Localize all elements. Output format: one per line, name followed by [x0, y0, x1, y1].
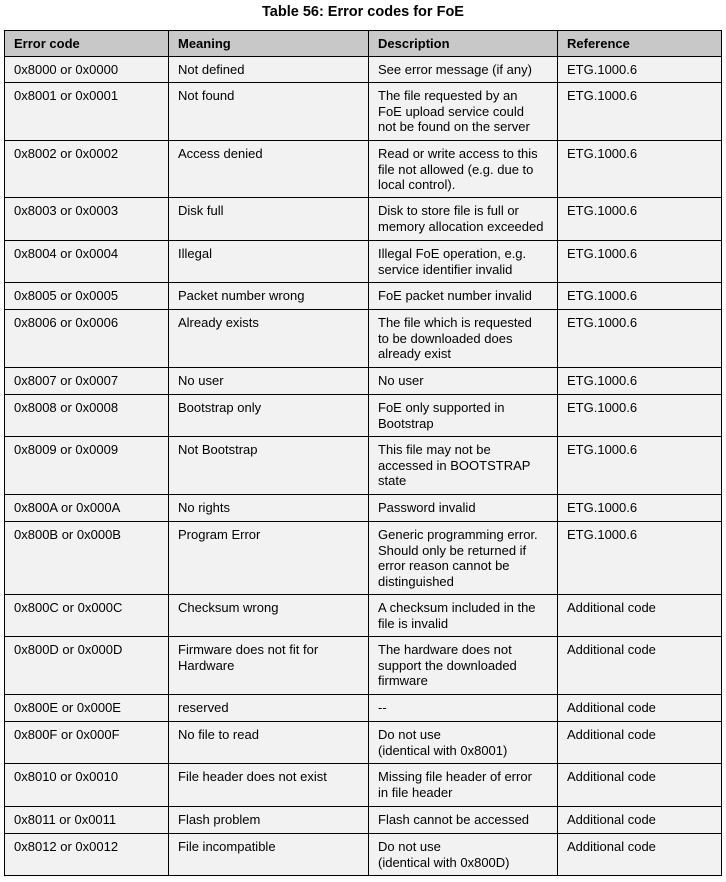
cell-meaning: Illegal	[169, 241, 369, 283]
table-row	[5, 310, 722, 368]
table-row	[5, 522, 722, 595]
cell-meaning: Bootstrap only	[169, 395, 369, 437]
table-body	[5, 57, 722, 876]
cell-error-code: 0x800E or 0x000E	[5, 695, 169, 722]
cell-error-code: 0x8000 or 0x0000	[5, 57, 169, 83]
cell-description: Do not use (identical with 0x8001)	[369, 722, 558, 764]
cell-meaning: Flash problem	[169, 807, 369, 834]
cell-reference: Additional code	[558, 722, 722, 764]
cell-description: This file may not be accessed in BOOTSTRAP state	[369, 437, 558, 495]
cell-error-code: 0x8003 or 0x0003	[5, 198, 169, 241]
cell-error-code: 0x8005 or 0x0005	[5, 283, 169, 310]
table-row	[5, 283, 722, 310]
table-row	[5, 495, 722, 522]
cell-error-code: 0x8002 or 0x0002	[5, 141, 169, 198]
cell-reference: Additional code	[558, 637, 722, 695]
cell-reference: Additional code	[558, 695, 722, 722]
cell-description: Disk to store file is full or memory allocation exceeded	[369, 198, 558, 241]
table-row	[5, 57, 722, 83]
cell-description: The file requested by an FoE upload service could not be found on the server	[369, 83, 558, 141]
cell-meaning: Access denied	[169, 141, 369, 198]
cell-reference: ETG.1000.6	[558, 283, 722, 310]
cell-reference: Additional code	[558, 764, 722, 807]
cell-description: Generic programming error. Should only be returned if error reason cannot be distinguished	[369, 522, 558, 595]
table-row	[5, 141, 722, 198]
cell-description: Read or write access to this file not allowed (e.g. due to local control).	[369, 141, 558, 198]
cell-description: The file which is requested to be downloaded does already exist	[369, 310, 558, 368]
cell-meaning: Not Bootstrap	[169, 437, 369, 495]
cell-meaning: No user	[169, 368, 369, 395]
cell-meaning: No file to read	[169, 722, 369, 764]
cell-error-code: 0x8010 or 0x0010	[5, 764, 169, 807]
cell-meaning: File incompatible	[169, 834, 369, 876]
cell-meaning: reserved	[169, 695, 369, 722]
table-row	[5, 637, 722, 695]
cell-reference: ETG.1000.6	[558, 368, 722, 395]
table-row	[5, 368, 722, 395]
table-row	[5, 83, 722, 141]
cell-meaning: Not found	[169, 83, 369, 141]
table-row	[5, 241, 722, 283]
error-codes-table	[4, 30, 722, 876]
cell-meaning: Packet number wrong	[169, 283, 369, 310]
cell-description: Flash cannot be accessed	[369, 807, 558, 834]
cell-meaning: Program Error	[169, 522, 369, 595]
cell-reference: ETG.1000.6	[558, 198, 722, 241]
table-caption: Table 56: Error codes for FoE	[262, 4, 464, 20]
cell-meaning: No rights	[169, 495, 369, 522]
table-row	[5, 437, 722, 495]
cell-description: The hardware does not support the downloaded firmware	[369, 637, 558, 695]
table-row	[5, 834, 722, 876]
cell-meaning: Already exists	[169, 310, 369, 368]
table-row	[5, 395, 722, 437]
cell-reference: ETG.1000.6	[558, 241, 722, 283]
cell-error-code: 0x8006 or 0x0006	[5, 310, 169, 368]
cell-description: FoE packet number invalid	[369, 283, 558, 310]
cell-error-code: 0x8011 or 0x0011	[5, 807, 169, 834]
cell-error-code: 0x8008 or 0x0008	[5, 395, 169, 437]
table-row	[5, 198, 722, 241]
cell-description: Missing file header of error in file header	[369, 764, 558, 807]
table-row	[5, 595, 722, 637]
cell-description: See error message (if any)	[369, 57, 558, 83]
cell-reference: Additional code	[558, 834, 722, 876]
cell-reference: ETG.1000.6	[558, 495, 722, 522]
cell-meaning: Checksum wrong	[169, 595, 369, 637]
cell-description: Do not use (identical with 0x800D)	[369, 834, 558, 876]
cell-reference: Additional code	[558, 807, 722, 834]
table-row	[5, 764, 722, 807]
cell-description: FoE only supported in Bootstrap	[369, 395, 558, 437]
cell-error-code: 0x800D or 0x000D	[5, 637, 169, 695]
header-meaning: Meaning	[169, 31, 369, 57]
cell-reference: ETG.1000.6	[558, 57, 722, 83]
header-reference: Reference	[558, 31, 722, 57]
cell-error-code: 0x800F or 0x000F	[5, 722, 169, 764]
cell-reference: ETG.1000.6	[558, 83, 722, 141]
cell-meaning: Disk full	[169, 198, 369, 241]
cell-error-code: 0x8004 or 0x0004	[5, 241, 169, 283]
cell-error-code: 0x800C or 0x000C	[5, 595, 169, 637]
cell-reference: ETG.1000.6	[558, 395, 722, 437]
cell-error-code: 0x8001 or 0x0001	[5, 83, 169, 141]
cell-description: No user	[369, 368, 558, 395]
table-row	[5, 807, 722, 834]
header-error-code: Error code	[5, 31, 169, 57]
cell-meaning: Not defined	[169, 57, 369, 83]
header-row	[5, 31, 722, 57]
cell-reference: ETG.1000.6	[558, 522, 722, 595]
cell-description: --	[369, 695, 558, 722]
table-row	[5, 722, 722, 764]
cell-description: A checksum included in the file is invalid	[369, 595, 558, 637]
cell-reference: ETG.1000.6	[558, 437, 722, 495]
cell-error-code: 0x800B or 0x000B	[5, 522, 169, 595]
cell-error-code: 0x8009 or 0x0009	[5, 437, 169, 495]
cell-error-code: 0x800A or 0x000A	[5, 495, 169, 522]
table-row	[5, 695, 722, 722]
cell-reference: ETG.1000.6	[558, 310, 722, 368]
cell-meaning: Firmware does not fit for Hardware	[169, 637, 369, 695]
table-header	[5, 31, 722, 57]
cell-meaning: File header does not exist	[169, 764, 369, 807]
cell-reference: Additional code	[558, 595, 722, 637]
cell-reference: ETG.1000.6	[558, 141, 722, 198]
header-description: Description	[369, 31, 558, 57]
cell-description: Password invalid	[369, 495, 558, 522]
cell-error-code: 0x8012 or 0x0012	[5, 834, 169, 876]
cell-description: Illegal FoE operation, e.g. service identifier invalid	[369, 241, 558, 283]
cell-error-code: 0x8007 or 0x0007	[5, 368, 169, 395]
